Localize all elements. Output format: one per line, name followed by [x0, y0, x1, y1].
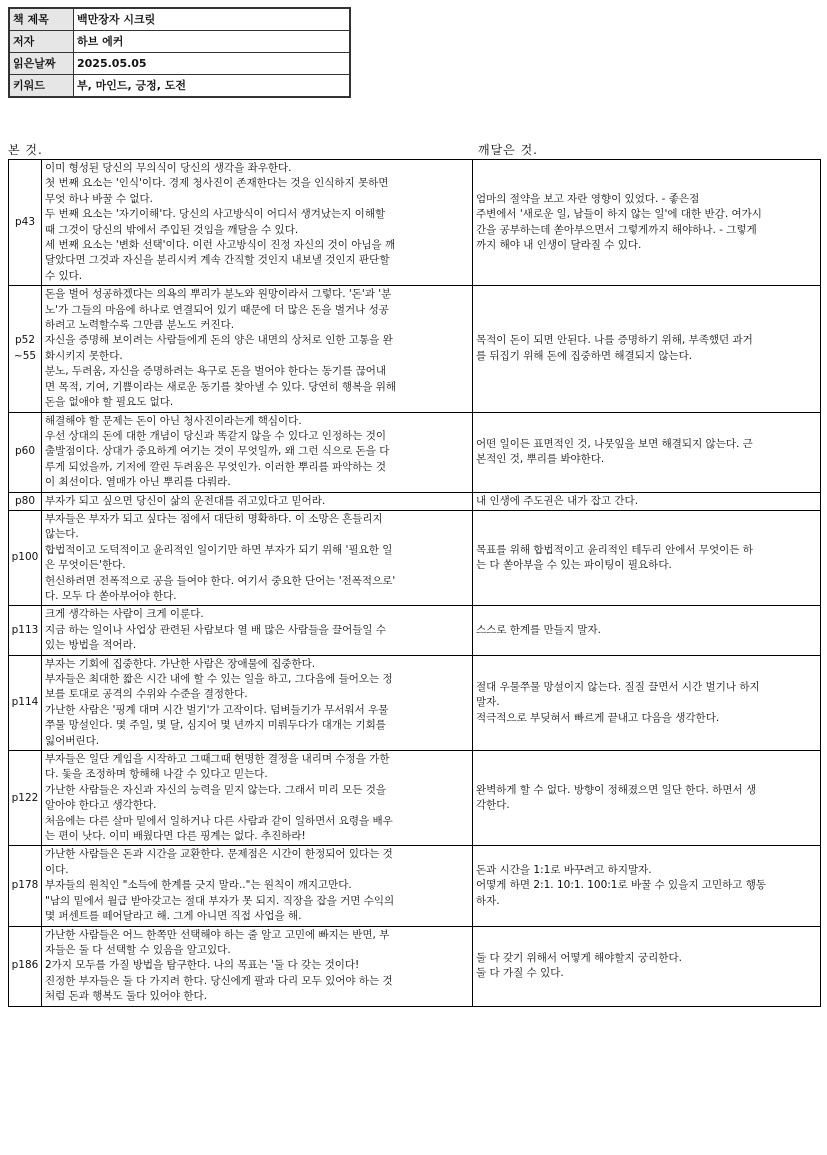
seen-line: 보를 토대로 공격의 수위와 수준을 결정한다.	[45, 688, 248, 701]
page-number	[9, 751, 42, 846]
book-info-row	[9, 75, 350, 98]
book-info-row	[9, 53, 350, 75]
learned-line: 적극적으로 부딪혀서 빠르게 끝내고 다음을 생각한다.	[476, 711, 720, 724]
learned-cell	[473, 492, 821, 510]
seen-line: 이 최선이다. 열매가 아닌 뿌리를 다뤄라.	[45, 476, 231, 489]
seen-line: 부자가 되고 싶으면 당신이 삶의 운전대를 쥐고있다고 믿어라.	[45, 494, 326, 507]
page-number-line: p178	[11, 879, 39, 892]
book-info-value: 부, 마인드, 긍정, 도전	[74, 75, 351, 98]
learned-line: 둘 다 갖기 위해서 어떻게 해야할지 궁리한다.	[476, 951, 682, 964]
page-number-line: p186	[11, 959, 39, 972]
page-number	[9, 926, 42, 1006]
learned-line: 절대 우물쭈물 망설이지 않는다. 질질 끌면서 시간 벌기나 하지	[476, 680, 760, 693]
seen-line: 몇 퍼센트를 떼어달라고 해. 그게 아니면 직접 사업을 해.	[45, 910, 302, 923]
note-row	[9, 510, 821, 605]
seen-line: 않는다.	[45, 528, 79, 541]
book-info-key: 저자	[9, 31, 74, 53]
seen-line: 부자들은 일단 게임을 시작하고 그때그때 현명한 결정을 내리며 수정을 가한	[45, 753, 390, 766]
seen-line: 은 무엇이든'한다.	[45, 559, 126, 572]
seen-line: 는 편이 낫다. 이미 배웠다면 다른 핑계는 없다. 추진하라!	[45, 830, 306, 843]
page-number	[9, 606, 42, 655]
seen-line: 알아야 한다고 생각한다.	[45, 799, 157, 812]
learned-line: 스스로 한계를 만들지 말자.	[476, 623, 601, 636]
learned-cell	[473, 751, 821, 846]
page-number-line: p100	[11, 551, 39, 564]
seen-line: 면 목적, 기여, 기쁨이라는 새로운 동기를 찾아낼 수 있다. 당연히 행복을 위해	[45, 380, 397, 393]
page-number	[9, 846, 42, 926]
learned-line: 완벽하게 할 수 없다. 방향이 정해졌으면 일단 한다. 하면서 생	[476, 783, 757, 796]
book-info-value: 2025.05.05	[74, 53, 351, 75]
learned-line: 간을 공부하는데 쏟아부으면서 그렇게까지 해야하나. - 그렇게	[476, 223, 757, 236]
seen-line: 노'가 그들의 마음에 하나로 연결되어 있기 때문에 더 많은 돈을 벌거나 성공	[45, 303, 389, 316]
learned-line: 본적인 것, 뿌리를 봐야한다.	[476, 453, 605, 466]
note-row	[9, 926, 821, 1006]
seen-line: 화시키지 못한다.	[45, 349, 123, 362]
seen-line: 달았다면 그것과 자신을 분리시켜 계속 간직할 것인지 내보낼 것인지 판단할	[45, 254, 390, 267]
seen-cell	[42, 846, 473, 926]
seen-line: 분노, 두려움, 자신을 증명하려는 욕구로 돈을 벌어야 한다는 동기를 끊어내	[45, 365, 387, 378]
book-info-row	[9, 31, 350, 53]
note-row	[9, 751, 821, 846]
learned-line: 각한다.	[476, 799, 510, 812]
book-info-key: 책 제목	[9, 8, 74, 31]
page-number-line: p114	[11, 696, 39, 709]
note-row	[9, 655, 821, 750]
seen-line: 2가지 모두를 가질 방법을 탐구한다. 나의 목표는 '둘 다 갖는 것이다!	[45, 959, 360, 972]
seen-line: 다. 돛을 조정하며 항해해 나갈 수 있다고 믿는다.	[45, 768, 268, 781]
seen-line: 처럼 돈과 행복도 둘다 있어야 한다.	[45, 990, 208, 1003]
seen-cell	[42, 492, 473, 510]
seen-line: 무엇 하나 바꿀 수 없다.	[45, 192, 153, 205]
page-number	[9, 492, 42, 510]
seen-cell	[42, 751, 473, 846]
seen-line: 부자들은 부자가 되고 싶다는 점에서 대단히 명확하다. 이 소망은 흔들리지	[45, 512, 383, 525]
page-number-line: ~55	[13, 349, 37, 362]
learned-line: 돈과 시간을 1:1로 바꾸려고 하지말자.	[476, 863, 652, 876]
seen-cell	[42, 926, 473, 1006]
seen-cell	[42, 412, 473, 492]
seen-line: 합법적이고 도덕적이고 윤리적인 일이기만 하면 부자가 되기 위해 '필요한 일	[45, 543, 393, 556]
page-number	[9, 412, 42, 492]
learned-cell	[473, 286, 821, 412]
book-info-key: 키워드	[9, 75, 74, 98]
note-row	[9, 606, 821, 655]
book-info-row	[9, 8, 350, 31]
seen-header: 본 것.	[8, 143, 43, 157]
learned-line: 하자.	[476, 894, 500, 907]
learned-line: 말자.	[476, 696, 500, 709]
book-info-value: 백만장자 시크릿	[74, 8, 351, 31]
learned-line: 엄마의 절약을 보고 자란 영향이 있었다. - 좋은점	[476, 192, 700, 205]
learned-cell	[473, 846, 821, 926]
page-number-line: p52	[14, 334, 36, 347]
book-info-value: 하브 에커	[74, 31, 351, 53]
learned-line: 둘 다 가질 수 있다.	[476, 967, 564, 980]
seen-line: 이다.	[45, 863, 69, 876]
page-number	[9, 160, 42, 286]
seen-cell	[42, 510, 473, 605]
seen-line: 돈을 없애야 할 필요도 없다.	[45, 396, 174, 409]
book-info-table	[8, 7, 351, 98]
page-number	[9, 655, 42, 750]
learned-line: 어떻게 하면 2:1. 10:1. 100:1로 바꿀 수 있을지 고민하고 행동	[476, 879, 767, 892]
seen-line: 부자들은 최대한 짧은 시간 내에 할 수 있는 일을 하고, 그다음에 들어오는 정	[45, 673, 393, 685]
seen-cell	[42, 655, 473, 750]
page-number-line: p43	[14, 215, 36, 228]
learned-line: 까지 해야 내 인생이 달라질 수 있다.	[476, 239, 642, 252]
seen-cell	[42, 286, 473, 412]
seen-line: 쭈물 망설인다. 몇 주일, 몇 달, 심지어 몇 년까지 미뤄두다가 대개는 기회를	[45, 719, 386, 732]
seen-line: 가난한 사람은 '핑계 대며 시간 벌기'가 고작이다. 덤벼들기가 무서워서 우물	[45, 703, 389, 716]
seen-line: 두 번째 요소는 '자기이해'다. 당신의 사고방식이 어디서 생겨났는지 이해할	[45, 208, 386, 221]
book-info-key: 읽은날짜	[9, 53, 74, 75]
learned-cell	[473, 926, 821, 1006]
seen-line: "남의 밑에서 월급 받아갖고는 절대 부자가 못 되지. 직장을 잡을 거면 수익의	[45, 894, 395, 907]
seen-line: 가난한 사람들은 자신과 자신의 능력을 믿지 않는다. 그래서 미리 모든 것을	[45, 783, 387, 796]
seen-line: 부자들의 원칙인 "소득에 한계를 긋지 말라.."는 원칙이 깨지고만다.	[45, 879, 352, 892]
seen-line: 자신을 증명해 보이려는 사람들에게 돈의 양은 내면의 상처로 인한 고통을 완	[45, 334, 393, 347]
learned-header: 깨달은 것.	[478, 143, 538, 157]
seen-line: 해결해야 할 문제는 돈이 아닌 청사진이라는게 핵심이다.	[45, 414, 302, 427]
note-row	[9, 286, 821, 412]
learned-line: 목적이 돈이 되면 안된다. 나를 증명하기 위해, 부족했던 과거	[476, 334, 753, 347]
seen-line: 처음에는 다른 살마 밑에서 일하거나 다른 사람과 같이 일하면서 요령을 배우	[45, 814, 393, 827]
note-row	[9, 492, 821, 510]
learned-line: 주변에서 '새로운 일, 남들이 하지 않는 일'에 대한 반감. 여가시	[476, 208, 762, 221]
learned-cell	[473, 510, 821, 605]
seen-line: 헌신하려면 전폭적으로 공을 들여야 한다. 여기서 중요한 단어는 '전폭적으로'	[45, 574, 396, 587]
seen-line: 잃어버린다.	[45, 734, 100, 747]
learned-line: 목표를 위해 합법적이고 윤리적인 테두리 안에서 무엇이든 하	[476, 543, 753, 556]
page-number-line: p80	[14, 494, 36, 507]
learned-cell	[473, 655, 821, 750]
note-row	[9, 412, 821, 492]
page-number-line: p60	[14, 445, 36, 458]
page-number-line: p113	[11, 623, 39, 636]
seen-line: 첫 번째 요소는 '인식'이다. 경제 청사진이 존재한다는 것을 인식하지 못하면	[45, 177, 389, 190]
note-row	[9, 846, 821, 926]
seen-line: 다. 모두 다 쏟아부어야 한다.	[45, 589, 177, 602]
seen-line: 출발점이다. 상대가 중요하게 여기는 것이 무엇일까, 왜 그런 식으로 돈을 다	[45, 445, 390, 458]
seen-line: 세 번째 요소는 '변화 선택'이다. 이런 사고방식이 진정 자신의 것이 아님을 깨	[45, 239, 396, 252]
learned-line: 어떤 일이든 표면적인 것, 나뭇잎을 보면 해결되지 않는다. 근	[476, 437, 753, 450]
page-number-line: p122	[11, 791, 39, 804]
reading-notes-table	[8, 159, 821, 1007]
seen-line: 크게 생각하는 사람이 크게 이룬다.	[45, 608, 204, 621]
note-row	[9, 160, 821, 286]
seen-cell	[42, 606, 473, 655]
seen-line: 루게 되었을까, 기저에 깔린 두려움은 무엇인가. 이러한 뿌리를 파악하는 것	[45, 460, 387, 473]
seen-line: 부자는 기회에 집중한다. 가난한 사람은 장애물에 집중한다.	[45, 657, 316, 670]
seen-line: 돈을 벌어 성공하겠다는 의욕의 뿌리가 분노와 원망이라서 그렇다. '돈'과 '분	[45, 288, 392, 301]
seen-line: 수 있다.	[45, 269, 83, 282]
seen-line: 진정한 부자들은 둘 다 가지려 한다. 당신에게 팔과 다리 모두 있어야 하는 것	[45, 974, 393, 987]
learned-line: 는 다 쏟아부을 수 있는 파이팅이 필요하다.	[476, 559, 672, 572]
seen-cell	[42, 160, 473, 286]
seen-line: 우선 상대의 돈에 대한 개념이 당신과 똑같지 않을 수 있다고 인정하는 것이	[45, 429, 387, 442]
seen-line: 하려고 노력할수록 그만큼 분노도 커진다.	[45, 319, 235, 332]
seen-line: 가난한 사람들은 돈과 시간을 교환한다. 문제점은 시간이 한정되어 있다는 것	[45, 848, 393, 861]
seen-line: 있는 방법을 적어라.	[45, 639, 137, 652]
learned-cell	[473, 412, 821, 492]
seen-line: 가난한 사람들은 어느 한쪽만 선택해야 하는 줄 알고 고민에 빠지는 반면, 부	[45, 928, 390, 941]
seen-line: 이미 형성된 당신의 무의식이 당신의 생각을 좌우한다.	[45, 162, 292, 174]
learned-line: 내 인생에 주도권은 내가 잡고 간다.	[476, 494, 639, 507]
learned-cell	[473, 160, 821, 286]
learned-line: 를 뒤집기 위해 돈에 집중하면 해결되지 않는다.	[476, 349, 693, 362]
page-number	[9, 286, 42, 412]
learned-cell	[473, 606, 821, 655]
page-number	[9, 510, 42, 605]
seen-line: 자들은 둘 다 선택할 수 있음을 알고있다.	[45, 943, 231, 956]
seen-line: 지금 하는 일이나 사업상 관련된 사람보다 열 배 많은 사람들을 끌어들일 수	[45, 623, 387, 636]
seen-line: 때 그것이 당신의 밖에서 주입된 것임을 깨달을 수 있다.	[45, 223, 299, 236]
